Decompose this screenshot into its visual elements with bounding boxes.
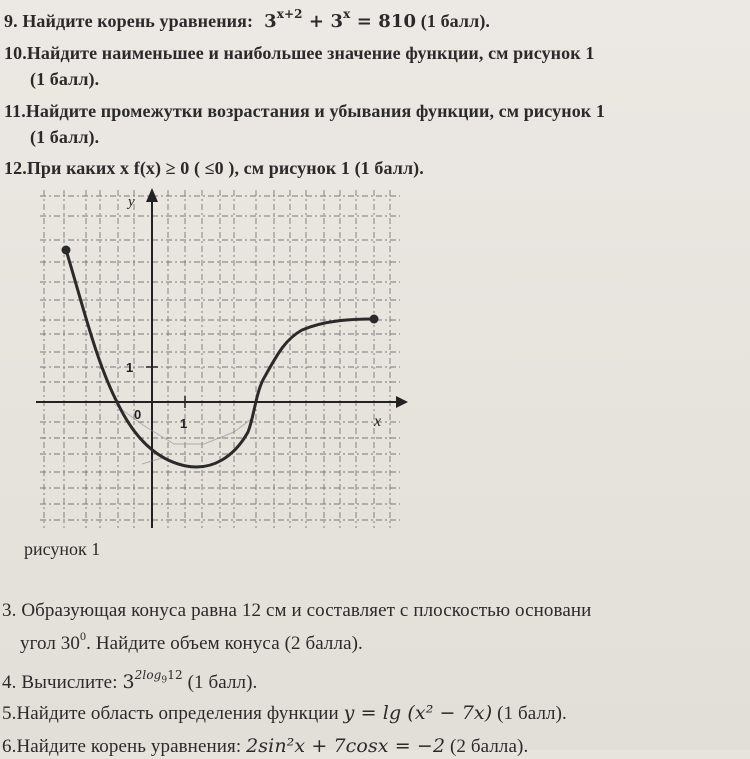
task-10-points: (1 балл). (30, 69, 100, 89)
x-axis-label: x (374, 413, 382, 430)
task-text: Найдите корень уравнения: (22, 11, 254, 31)
x-unit-label: 1 (180, 416, 188, 431)
task-11-points: (1 балл). (30, 127, 100, 147)
task-3-cont: угол $30^0$. Найдите объем конуса (2 балла). (20, 628, 363, 654)
curve-start-point (62, 246, 71, 255)
task-6-formula: 2sin²x + 7cosx = −2 (246, 735, 446, 757)
y-unit-label: 1 (126, 360, 134, 375)
y-axis-arrow (146, 188, 158, 202)
task-4: 4. Вычислите: $3^{2log_912}$ (1 балл). (2, 667, 258, 693)
task-number: 9. (4, 11, 18, 31)
task-4-formula: $3^{2log_912}$ (122, 667, 183, 693)
task-6: 6.Найдите корень уравнения: 2sin²x + 7cosx = −2 (2 балла). (2, 735, 529, 757)
task-12: 12.При каких х f(x) ≥ 0 ( ≤0 ), см рисунок 1 (1 балл). (4, 158, 424, 178)
task-11: 11.Найдите промежутки возрастания и убывания функции, см рисунок 1 (4, 101, 605, 121)
task-9 (4, 7, 491, 33)
grid-lines (40, 190, 400, 528)
cut-text-fragment (400, 0, 404, 8)
y-axis-label: y (128, 194, 135, 210)
curve-end-point (370, 315, 379, 324)
x-axis-arrow (396, 396, 408, 408)
origin-label: 0 (134, 407, 142, 422)
task-5: 5.Найдите область определения функции y = lg (x² − 7x) (1 балл). (2, 702, 567, 724)
task-points: (1 балл). (420, 11, 491, 31)
task-9-formula: $3^{x+2} + 3^x = 810$ (264, 7, 417, 32)
task-10: 10.Найдите наименьшее и наибольшее значение функции, см рисунок 1 (4, 43, 595, 63)
function-graph-figure (34, 182, 410, 532)
task-3: 3. Образующая конуса равна 12 см и составляет с плоскостью основани (2, 600, 592, 621)
task-5-formula: y = lg (x² − 7x) (343, 702, 493, 724)
figure-caption: рисунок 1 (24, 539, 101, 559)
